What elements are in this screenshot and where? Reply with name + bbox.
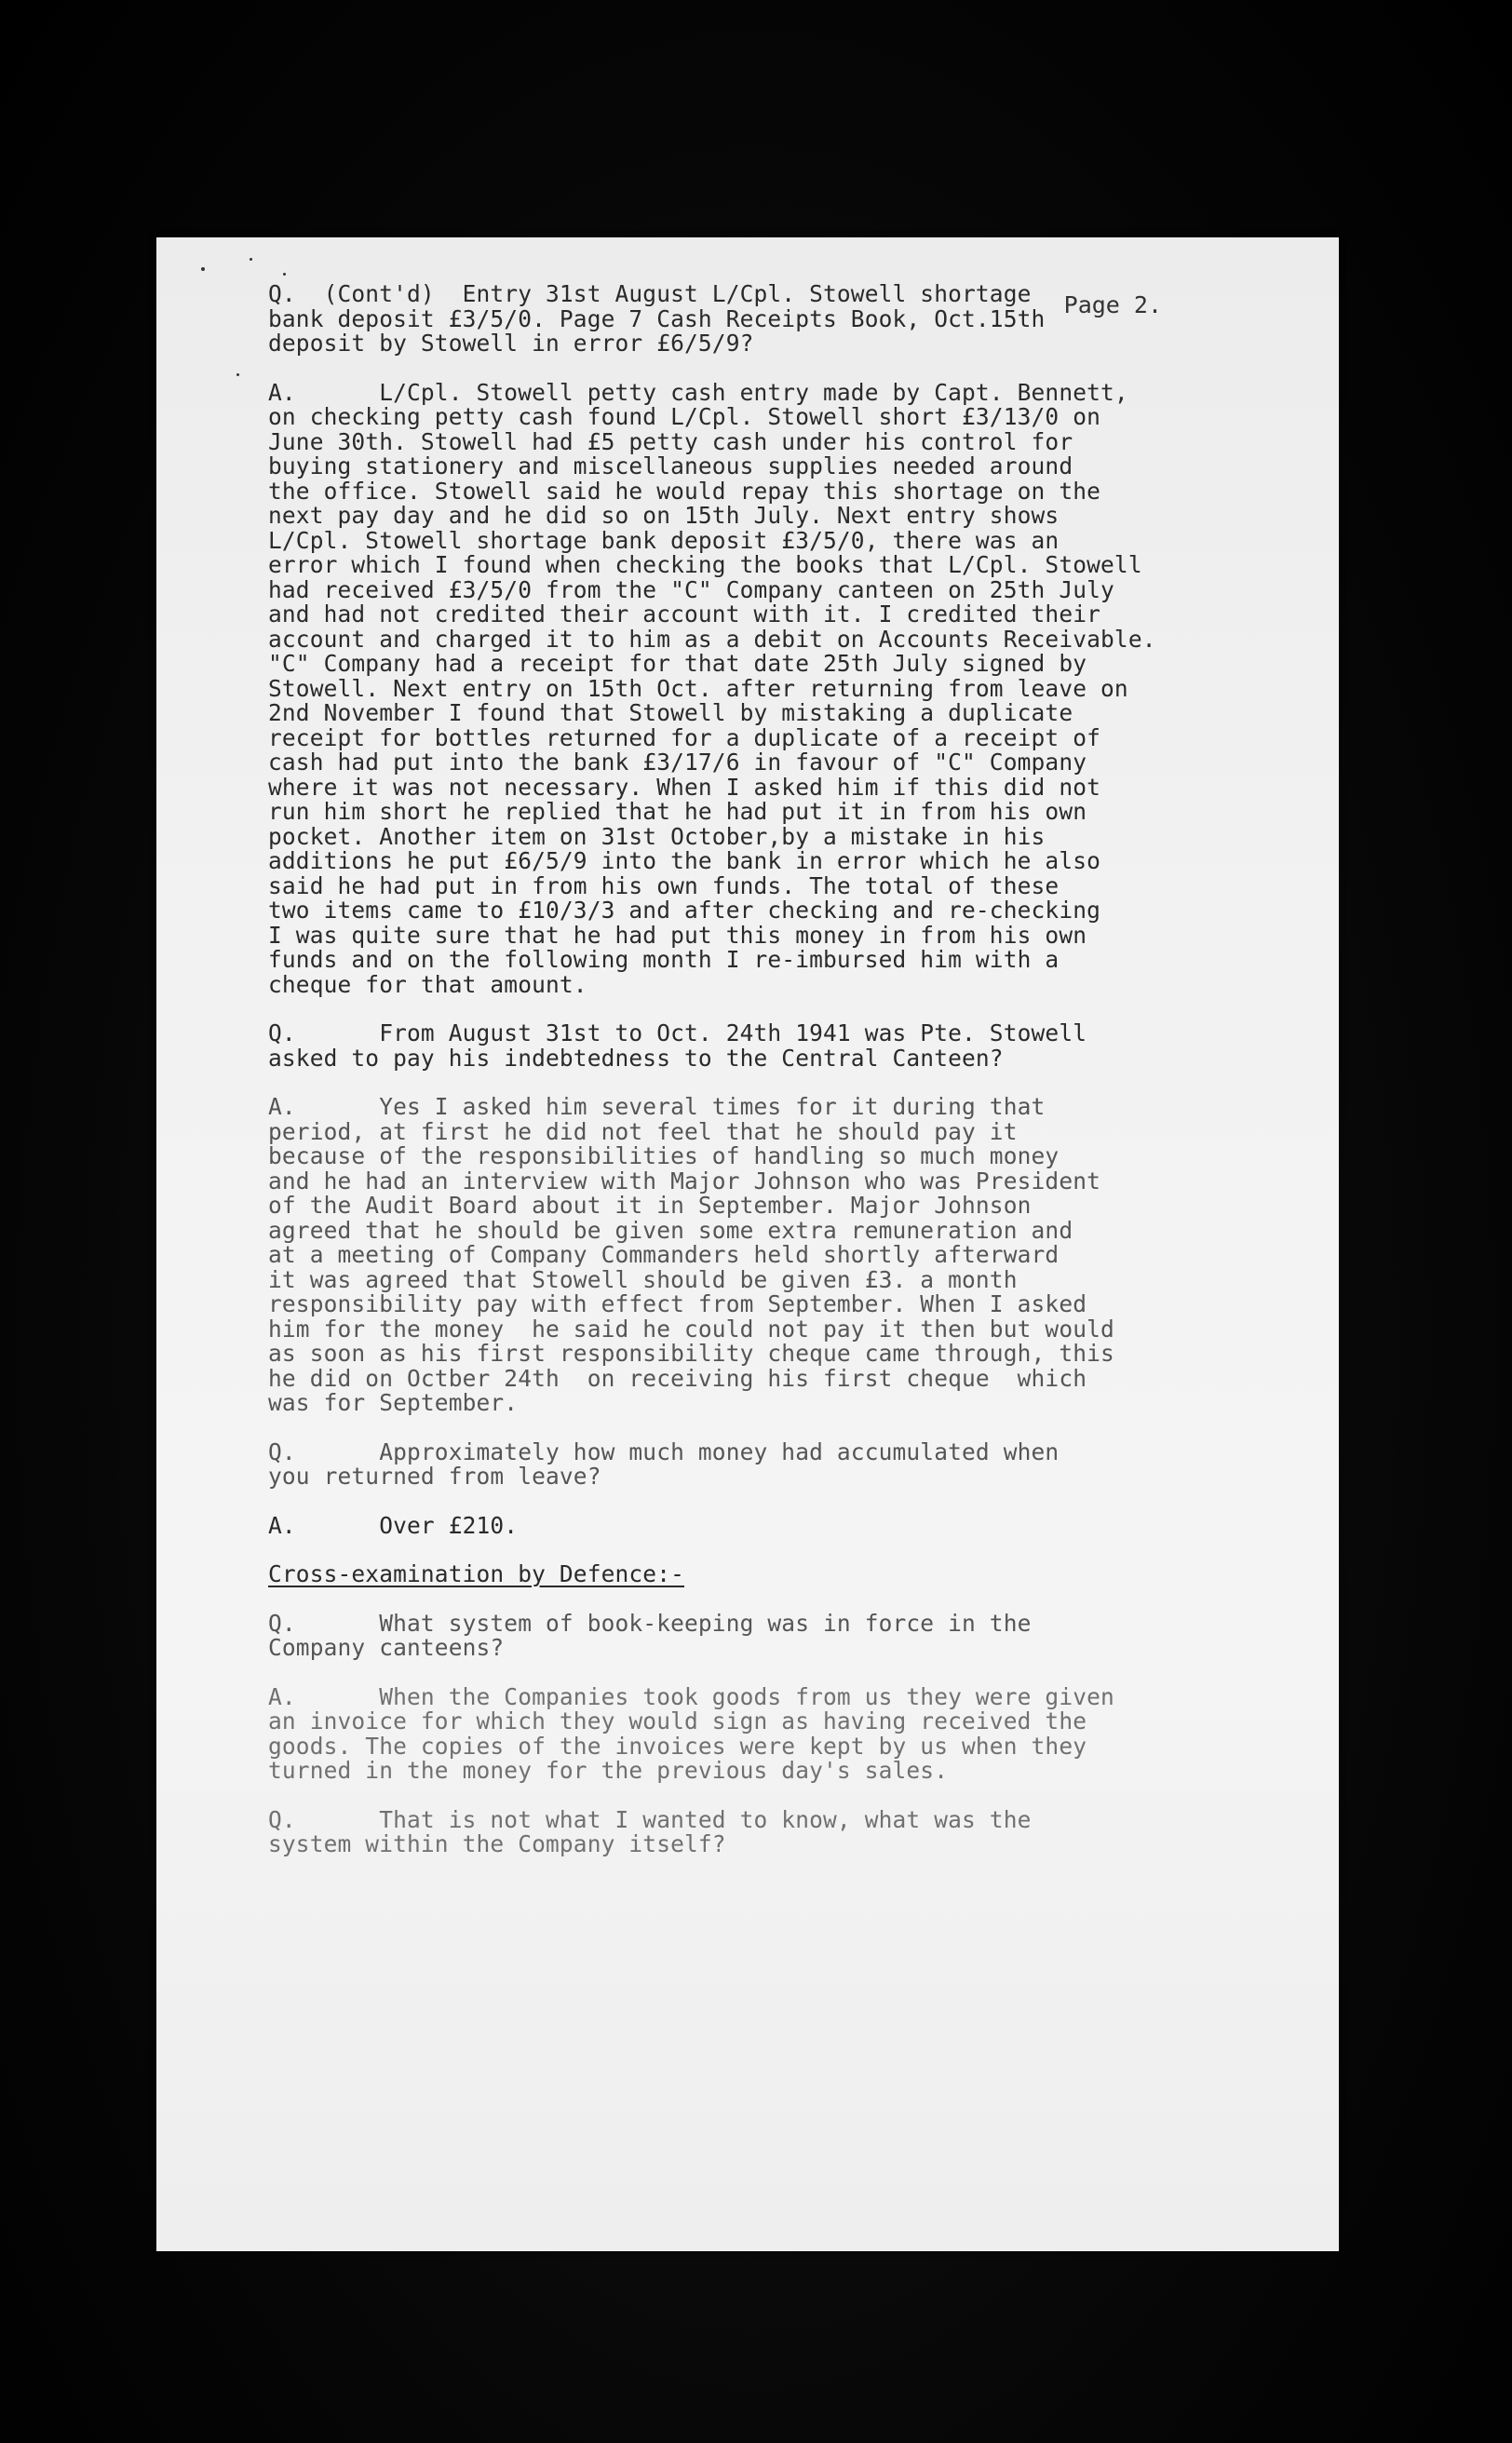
paragraph xyxy=(268,1609,1218,1661)
text-line: and had not credited their account with it. I credited their xyxy=(268,601,1101,628)
text-line: as soon as his first responsibility cheque came through, this xyxy=(268,1340,1114,1367)
paragraph xyxy=(268,282,1218,357)
text-line: was for September. xyxy=(268,1389,519,1416)
document-page xyxy=(156,237,1339,2251)
text-line: "C" Company had a receipt for that date 25th July signed by xyxy=(268,650,1087,677)
text-line: A. L/Cpl. Stowell petty cash entry made by Capt. Bennett, xyxy=(268,378,1128,406)
text-line: because of the responsibilities of handling so much money xyxy=(268,1142,1060,1169)
text-line: A. Over £210. xyxy=(268,1511,519,1539)
text-line: agreed that he should be given some extra remuneration and xyxy=(268,1216,1073,1244)
text-line: cheque for that amount. xyxy=(268,970,587,998)
text-line: the office. Stowell said he would repay this shortage on the xyxy=(268,477,1101,505)
text-line: deposit by Stowell in error £6/5/9? xyxy=(268,330,754,357)
speck-mark xyxy=(201,267,205,271)
text-line: Company canteens? xyxy=(268,1634,505,1661)
text-line: Q. What system of book-keeping was in force in the xyxy=(268,1609,1032,1637)
text-line: Q. Approximately how much money had accumulated when xyxy=(268,1437,1060,1465)
text-line: cash had put into the bank £3/17/6 in favour of "C" Company xyxy=(268,749,1087,776)
document-body xyxy=(268,282,1218,1882)
text-line: run him short he replied that he had put it in from his own xyxy=(268,798,1087,825)
text-line: bank deposit £3/5/0. Page 7 Cash Receipts Book, Oct.15th xyxy=(268,304,1046,332)
text-line: pocket. Another item on 31st October,by a mistake in his xyxy=(268,822,1046,850)
text-line: 2nd November I found that Stowell by mistaking a duplicate xyxy=(268,699,1073,726)
text-line: funds and on the following month I re-imbursed him with a xyxy=(268,946,1060,973)
text-line: buying stationery and miscellaneous supplies needed around xyxy=(268,452,1073,479)
text-line: on checking petty cash found L/Cpl. Stowell short £3/13/0 on xyxy=(268,403,1101,430)
text-line: asked to pay his indebtedness to the Central Canteen? xyxy=(268,1044,1004,1072)
page-number: Page 2. xyxy=(1063,291,1162,318)
text-line: had received £3/5/0 from the "C" Company canteen on 25th July xyxy=(268,575,1114,603)
text-line: additions he put £6/5/9 into the bank in error which he also xyxy=(268,847,1101,874)
text-line: A. Yes I asked him several times for it during that xyxy=(268,1093,1046,1120)
text-line: goods. The copies of the invoices were kept by us when they xyxy=(268,1732,1087,1760)
text-line: you returned from leave? xyxy=(268,1463,601,1490)
section-heading xyxy=(268,1562,1218,1587)
paragraph xyxy=(268,1437,1218,1490)
text-line: turned in the money for the previous day's sales. xyxy=(268,1757,949,1784)
text-line: system within the Company itself? xyxy=(268,1830,726,1857)
speck-mark xyxy=(236,373,239,376)
text-line: Q. That is not what I wanted to know, what was the xyxy=(268,1805,1032,1833)
text-line: at a meeting of Company Commanders held shortly afterward xyxy=(268,1241,1060,1268)
text-line: where it was not necessary. When I asked him if this did not xyxy=(268,773,1101,801)
paragraph xyxy=(268,378,1218,998)
text-line: he did on Octber 24th on receiving his first cheque which xyxy=(268,1364,1087,1392)
text-line: L/Cpl. Stowell shortage bank deposit £3/5/0, there was an xyxy=(268,526,1060,554)
paragraph xyxy=(268,1021,1218,1071)
text-line: Q. (Cont'd) Entry 31st August L/Cpl. Stowell shortage xyxy=(268,280,1032,307)
paragraph xyxy=(268,1805,1218,1857)
text-line: responsibility pay with effect from September. When I asked xyxy=(268,1290,1087,1317)
text-line: I was quite sure that he had put this money in from his own xyxy=(268,921,1087,949)
text-line: an invoice for which they would sign as having received the xyxy=(268,1707,1087,1734)
text-line: A. When the Companies took goods from us they were given xyxy=(268,1682,1114,1710)
speck-mark xyxy=(250,258,252,261)
speck-mark xyxy=(283,273,286,276)
text-line: said he had put in from his own funds. The total of these xyxy=(268,871,1060,899)
text-line: receipt for bottles returned for a duplicate of a receipt of xyxy=(268,723,1101,751)
text-line: Q. From August 31st to Oct. 24th 1941 was Pte. Stowell xyxy=(268,1019,1087,1046)
paragraph xyxy=(268,1682,1218,1784)
text-line: error which I found when checking the books that L/Cpl. Stowell xyxy=(268,551,1142,578)
text-line: and he had an interview with Major Johnson who was President xyxy=(268,1167,1101,1195)
text-line: next pay day and he did so on 15th July. Next entry shows xyxy=(268,502,1060,529)
text-line: two items came to £10/3/3 and after checking and re-checking xyxy=(268,897,1101,924)
text-line: of the Audit Board about it in September. Major Johnson xyxy=(268,1192,1032,1219)
paragraph xyxy=(268,1095,1218,1416)
text-line: Stowell. Next entry on 15th Oct. after returning from leave on xyxy=(268,674,1128,702)
text-line: it was agreed that Stowell should be given £3. a month xyxy=(268,1265,1018,1293)
text-line: June 30th. Stowell had £5 petty cash under his control for xyxy=(268,427,1073,455)
text-line: account and charged it to him as a debit on Accounts Receivable. xyxy=(268,625,1156,653)
paragraph xyxy=(268,1511,1218,1539)
text-line: period, at first he did not feel that he should pay it xyxy=(268,1117,1018,1145)
text-line: him for the money he said he could not pay it then but would xyxy=(268,1315,1114,1343)
text-line: Cross-examination by Defence:- xyxy=(268,1560,685,1587)
